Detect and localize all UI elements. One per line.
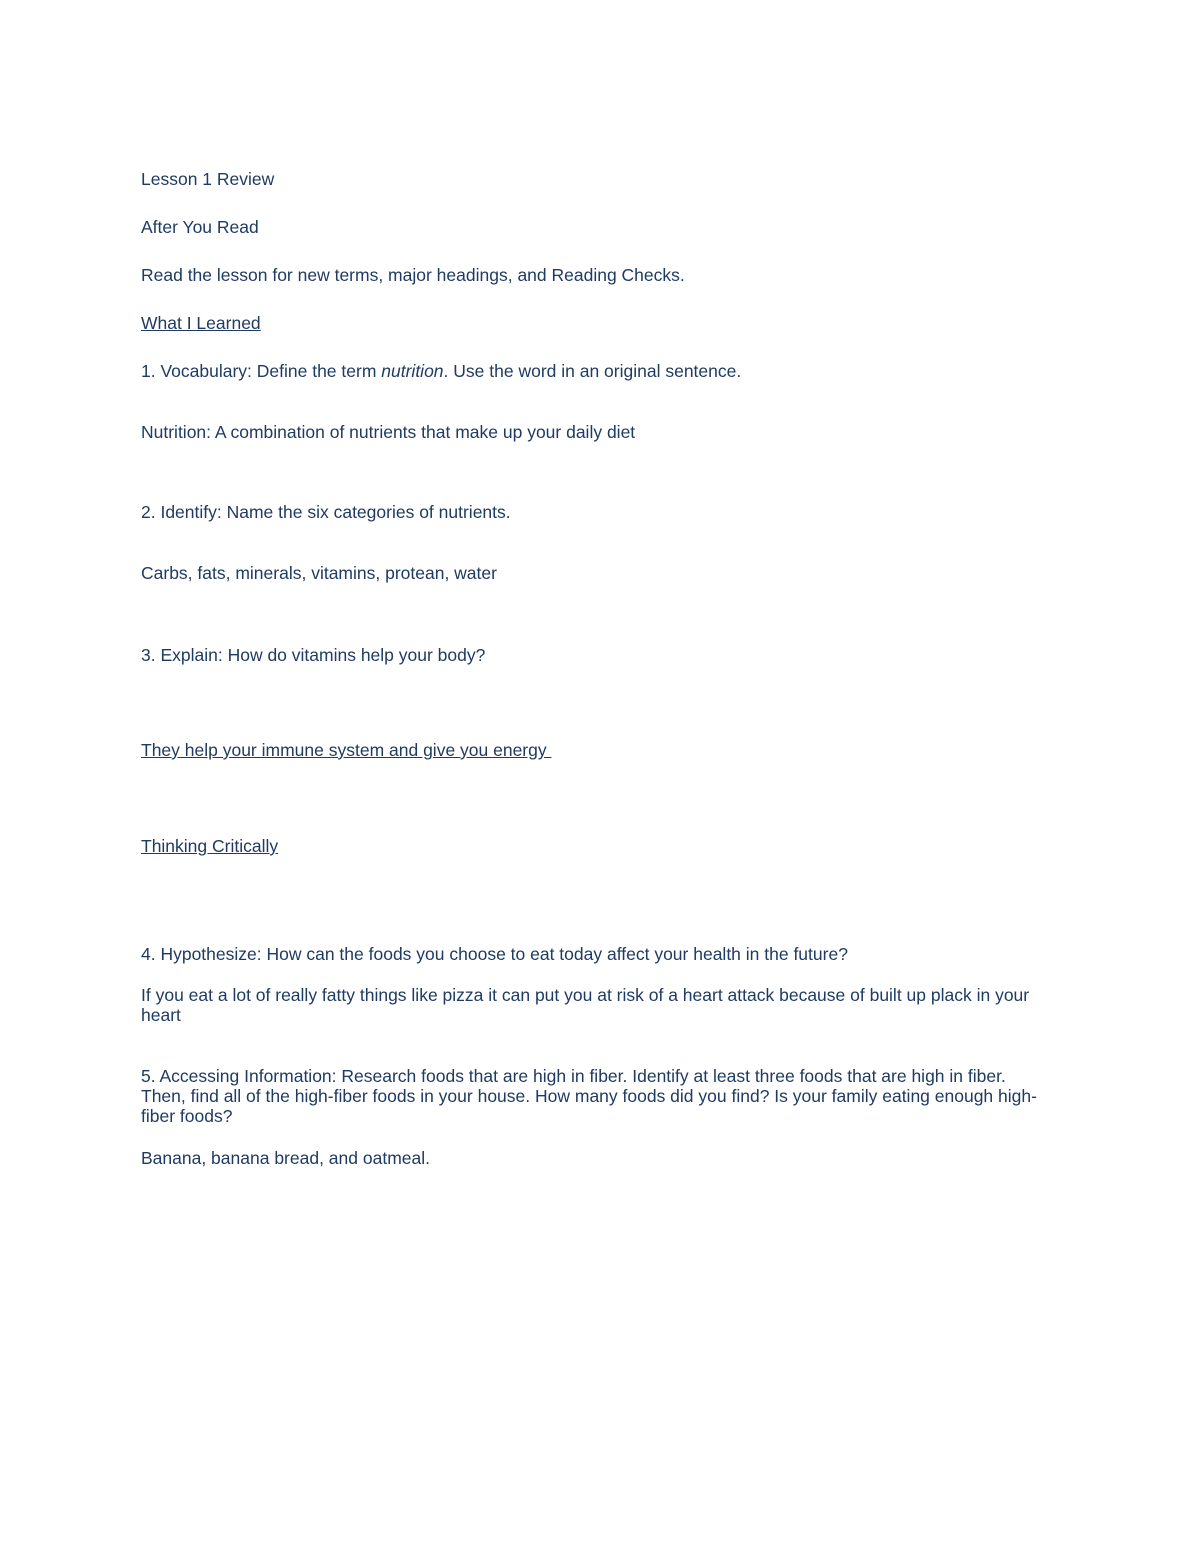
what-i-learned-heading: What I Learned xyxy=(141,313,261,333)
lesson-title: Lesson 1 Review xyxy=(141,169,275,189)
thinking-critically-heading: Thinking Critically xyxy=(141,836,279,856)
question-3: 3. Explain: How do vitamins help your body? xyxy=(141,645,486,665)
question-4: 4. Hypothesize: How can the foods you choose to eat today affect your health in the future? xyxy=(141,944,848,964)
question-1-term: nutrition xyxy=(381,361,444,381)
answer-2: Carbs, fats, minerals, vitamins, protean, water xyxy=(141,563,497,583)
question-1-suffix: . Use the word in an original sentence. xyxy=(443,361,742,381)
answer-5: Banana, banana bread, and oatmeal. xyxy=(141,1148,430,1168)
question-2: 2. Identify: Name the six categories of nutrients. xyxy=(141,502,511,522)
question-1-prefix: 1. Vocabulary: Define the term xyxy=(141,361,382,381)
answer-3: They help your immune system and give you energy xyxy=(141,740,552,760)
answer-4: If you eat a lot of really fatty things like pizza it can put you at risk of a heart attack because of built up plack in your heart xyxy=(141,985,1030,1025)
after-you-read-heading: After You Read xyxy=(141,217,259,237)
question-5: 5. Accessing Information: Research foods that are high in fiber. Identify at least three foods that are high in fiber. Then, find all of the high-fiber foods in your house. How many foods did you find? Is your family eating enough high-fiber foods? xyxy=(141,1066,1037,1126)
question-1 xyxy=(141,361,741,381)
instructions-text: Read the lesson for new terms, major headings, and Reading Checks. xyxy=(141,265,685,285)
answer-1: Nutrition: A combination of nutrients that make up your daily diet xyxy=(141,422,636,442)
